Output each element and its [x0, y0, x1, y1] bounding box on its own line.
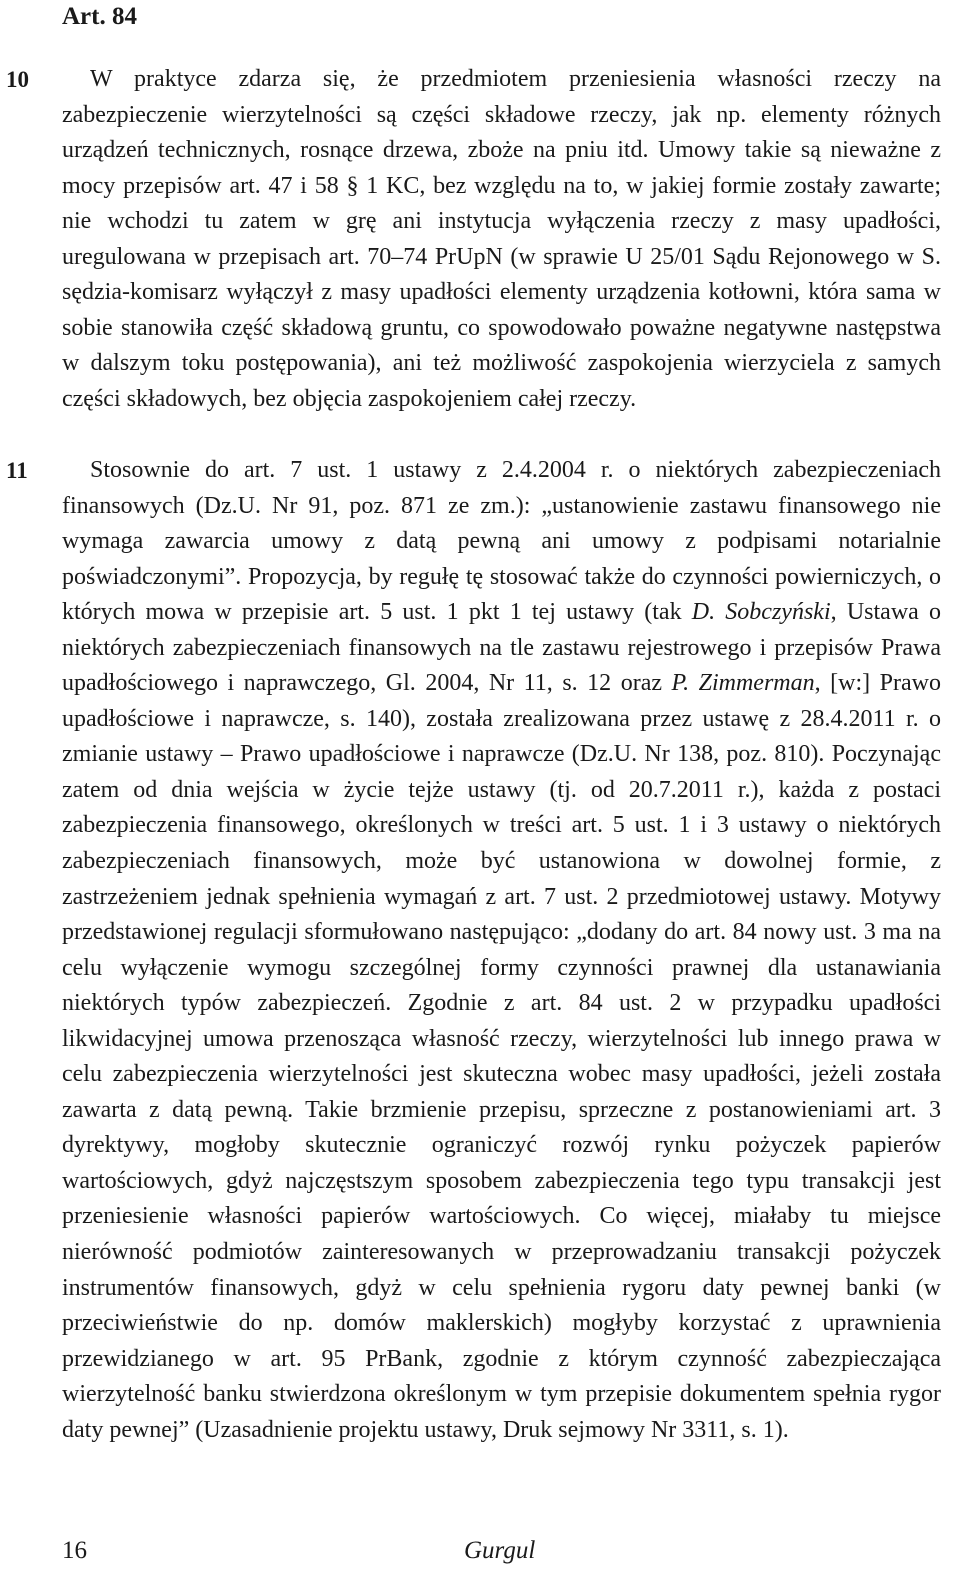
running-footer-author: Gurgul: [464, 1537, 536, 1564]
page-number: 16: [62, 1537, 87, 1564]
cited-author-zimmerman: P. Zimmerman: [671, 670, 815, 697]
paragraph-11-text-part-3: , [w:] Prawo upadłościowe i naprawcze, s. 140), została zrealizowana przez ustawę z 28.4.2011 r. o zmianie ustawy – Prawo upadłościowe i naprawcze (Dz.U. Nr 138, poz. 810). Poczynając zatem od dnia wejścia w życie tejże ustawy (tj. od 20.7.2011 r.), każda z postaci zabezpieczenia finansowego, określonych w treści art. 5 ust. 1 i 3 ustawy o niektórych zabezpieczeniach finansowych, może być ustanowiona w dowolnej formie, z zastrzeżeniem jednak spełnienia wymagań z art. 7 ust. 2 przedmiotowej ustawy. Motywy przedstawionej regulacji sformułowano następująco: „dodany do art. 84 nowy ust. 3 ma na celu wyłączenie wymogu szczególnej formy czynności prawnej dla ustanawiania niektórych typów zabezpieczeń. Zgodnie z art. 84 ust. 2 w przypadku upadłości likwidacyjnej umowa przenosząca własność rzeczy, wierzytelności lub innego prawa w celu zabezpieczenia wierzytelności jest skuteczna wobec masy upadłości, jeżeli została zawarta z datą pewną. Takie brzmienie przepisu, sprzeczne z postanowieniami art. 3 dyrektywy, mogłoby skutecznie ograniczyć rozwój rynku pożyczek papierów wartościowych, gdyż najczęstszym sposobem zabezpieczenia tego typu transakcji jest przeniesienie własności papierów wartościowych. Co więcej, miałaby tu miejsce nierówność podmiotów zainteresowanych w przeprowadzaniu transakcji pożyczek instrumentów finansowych, gdyż w celu spełnienia rygoru daty pewnej banki (w przeciwieństwie do np. domów maklerskich) mogłyby korzystać z uprawnienia przewidzianego w art. 95 PrBank, zgodnie z którym czynność zabezpieczająca wierzytelność banku stwierdzona określonym w tym przepisie dokumentem spełnia rygor daty pewnej” (Uzasadnienie projektu ustawy, Druk sejmowy Nr 3311, s. 1).: [62, 670, 941, 1443]
paragraph-11-text-part-2: , Ustawa o niektórych zabezpieczeniach finansowych na tle zastawu rejestrowego i przepisów Prawa upadłościowego i naprawczego, Gl. 2004, Nr 11, s. 12 oraz: [62, 599, 941, 697]
paragraph-10: W praktyce zdarza się, że przedmiotem przeniesienia własności rzeczy na zabezpieczenie wierzytelności są części składowe rzeczy, jak np. elementy różnych urządzeń technicznych, rosnące drzewa, zboże na pniu itd. Umowy takie są nieważne z mocy przepisów art. 47 i 58 § 1 KC, bez względu na to, w jakiej formie zostały zawarte; nie wchodzi tu zatem w grę ani instytucja wyłączenia rzeczy z masy upadłości, uregulowana w przepisach art. 70–74 PrUpN (w sprawie U 25/01 Sądu Rejonowego w S. sędzia-komisarz wyłączył z masy upadłości elementy urządzenia kotłowni, która sama w sobie stanowiła część składową gruntu, co spowodowało poważne negatywne następstwa w dalszym toku postępowania), ani też możliwość zaspokojenia wierzyciela z samych części składowych, bez objęcia zaspokojeniem całej rzeczy.: [62, 66, 941, 412]
margin-number-10: 10: [6, 67, 29, 92]
paragraph-11: [62, 453, 941, 1448]
margin-number-11: 11: [6, 458, 28, 483]
paragraph-11-text-part-1: Stosownie do art. 7 ust. 1 ustawy z 2.4.2004 r. o niektórych zabezpieczeniach finansowych (Dz.U. Nr 91, poz. 871 ze zm.): „ustanowienie zastawu finansowego nie wymaga zawarcia umowy z datą pewną ani umowy z podpisami notarialnie poświadczonymi”. Propozycja, by regułę tę stosować także do czynności powierniczych, o których mowa w przepisie art. 5 ust. 1 pkt 1 tej ustawy (tak: [62, 457, 941, 626]
cited-author-sobczynski: D. Sobczyński: [691, 599, 831, 626]
article-heading: Art. 84: [62, 3, 137, 30]
